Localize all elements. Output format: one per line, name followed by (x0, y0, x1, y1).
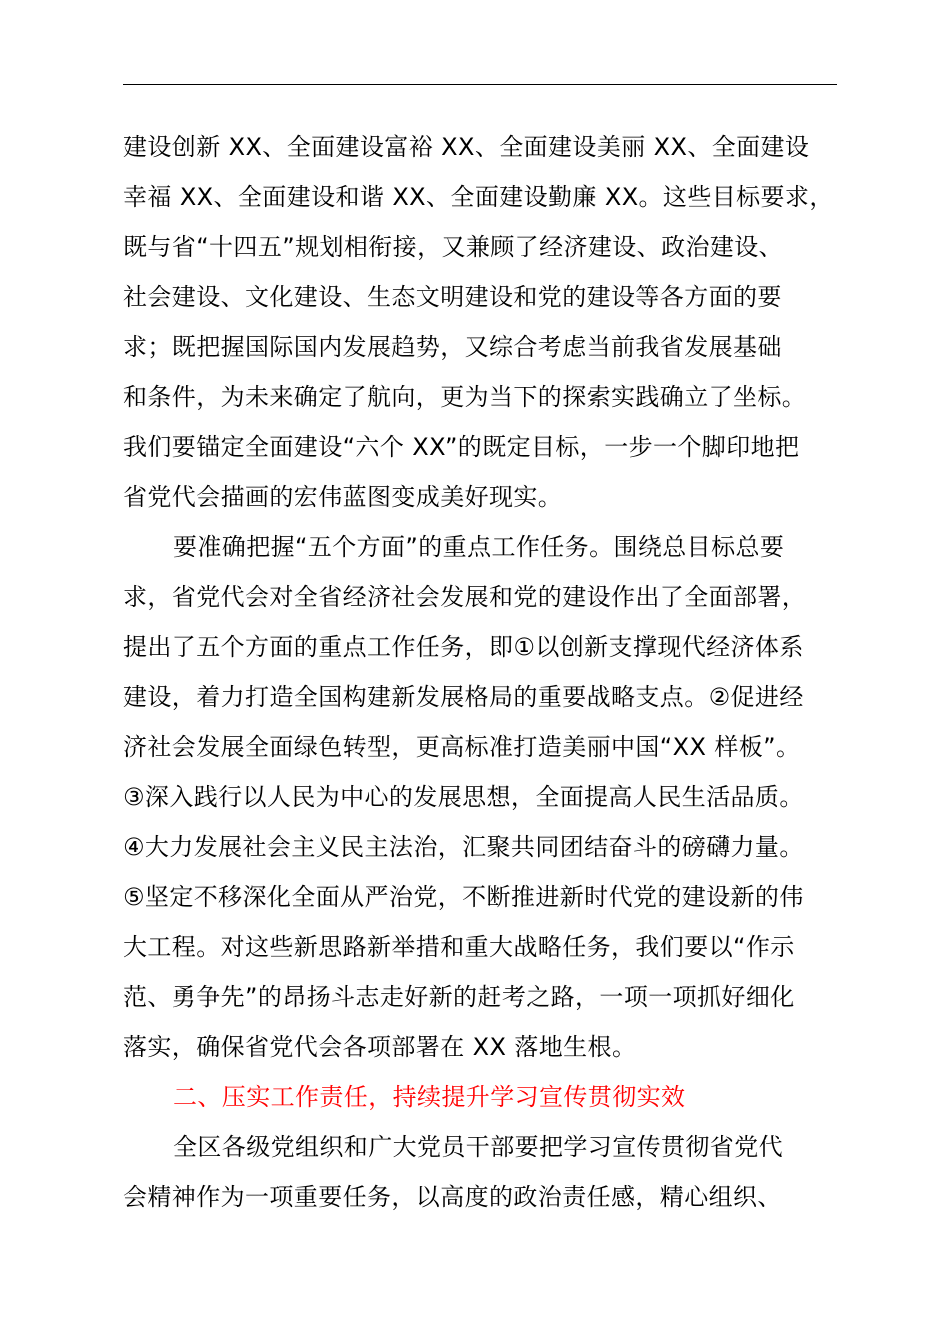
section-heading: 二、压实工作责任，持续提升学习宣传贯彻实效 (173, 1083, 686, 1111)
text-line: 范、勇争先”的昂扬斗志走好新的赶考之路，一项一项抓好细化 (123, 983, 795, 1011)
text-line: 既与省“十四五”规划相衔接，又兼顾了经济建设、政治建设、 (123, 233, 784, 261)
text-line: 省党代会描画的宏伟蓝图变成美好现实。 (123, 483, 563, 511)
header-rule (123, 84, 837, 85)
text-line: 建设，着力打造全国构建新发展格局的重要战略支点。②促进经 (123, 683, 804, 711)
text-line: 会精神作为一项重要任务，以高度的政治责任感，精心组织、 (123, 1183, 782, 1211)
text-line: ③深入践行以人民为中心的发展思想，全面提高人民生活品质。 (123, 783, 804, 811)
text-line: 要准确把握“五个方面”的重点工作任务。围绕总目标总要 (173, 533, 785, 561)
text-line: 社会建设、文化建设、生态文明建设和党的建设等各方面的要 (123, 283, 782, 311)
text-line: 落实，确保省党代会各项部署在 XX 落地生根。 (123, 1033, 637, 1061)
text-line: 提出了五个方面的重点工作任务，即①以创新支撑现代经济体系 (123, 633, 804, 661)
text-line: 大工程。对这些新思路新举措和重大战略任务，我们要以“作示 (123, 933, 795, 961)
text-line: ⑤坚定不移深化全面从严治党，不断推进新时代党的建设新的伟 (123, 883, 804, 911)
text-line: 全区各级党组织和广大党员干部要把学习宣传贯彻省党代 (173, 1133, 783, 1161)
text-line: 建设创新 XX、全面建设富裕 XX、全面建设美丽 XX、全面建设 (123, 133, 810, 161)
text-line: 求，省党代会对全省经济社会发展和党的建设作出了全面部署， (123, 583, 807, 611)
text-line: 求；既把握国际国内发展趋势，又综合考虑当前我省发展基础 (123, 333, 782, 361)
text-line: 幸福 XX、全面建设和谐 XX、全面建设勤廉 XX。这些目标要求， (123, 183, 834, 211)
document-body (123, 122, 843, 1222)
text-line: ④大力发展社会主义民主法治，汇聚共同团结奋斗的磅礴力量。 (123, 833, 804, 861)
text-line: 济社会发展全面绿色转型，更高标准打造美丽中国“XX 样板”。 (123, 733, 801, 761)
text-line: 和条件，为未来确定了航向，更为当下的探索实践确立了坐标。 (123, 383, 807, 411)
text-line: 我们要锚定全面建设“六个 XX”的既定目标，一步一个脚印地把 (123, 433, 800, 461)
